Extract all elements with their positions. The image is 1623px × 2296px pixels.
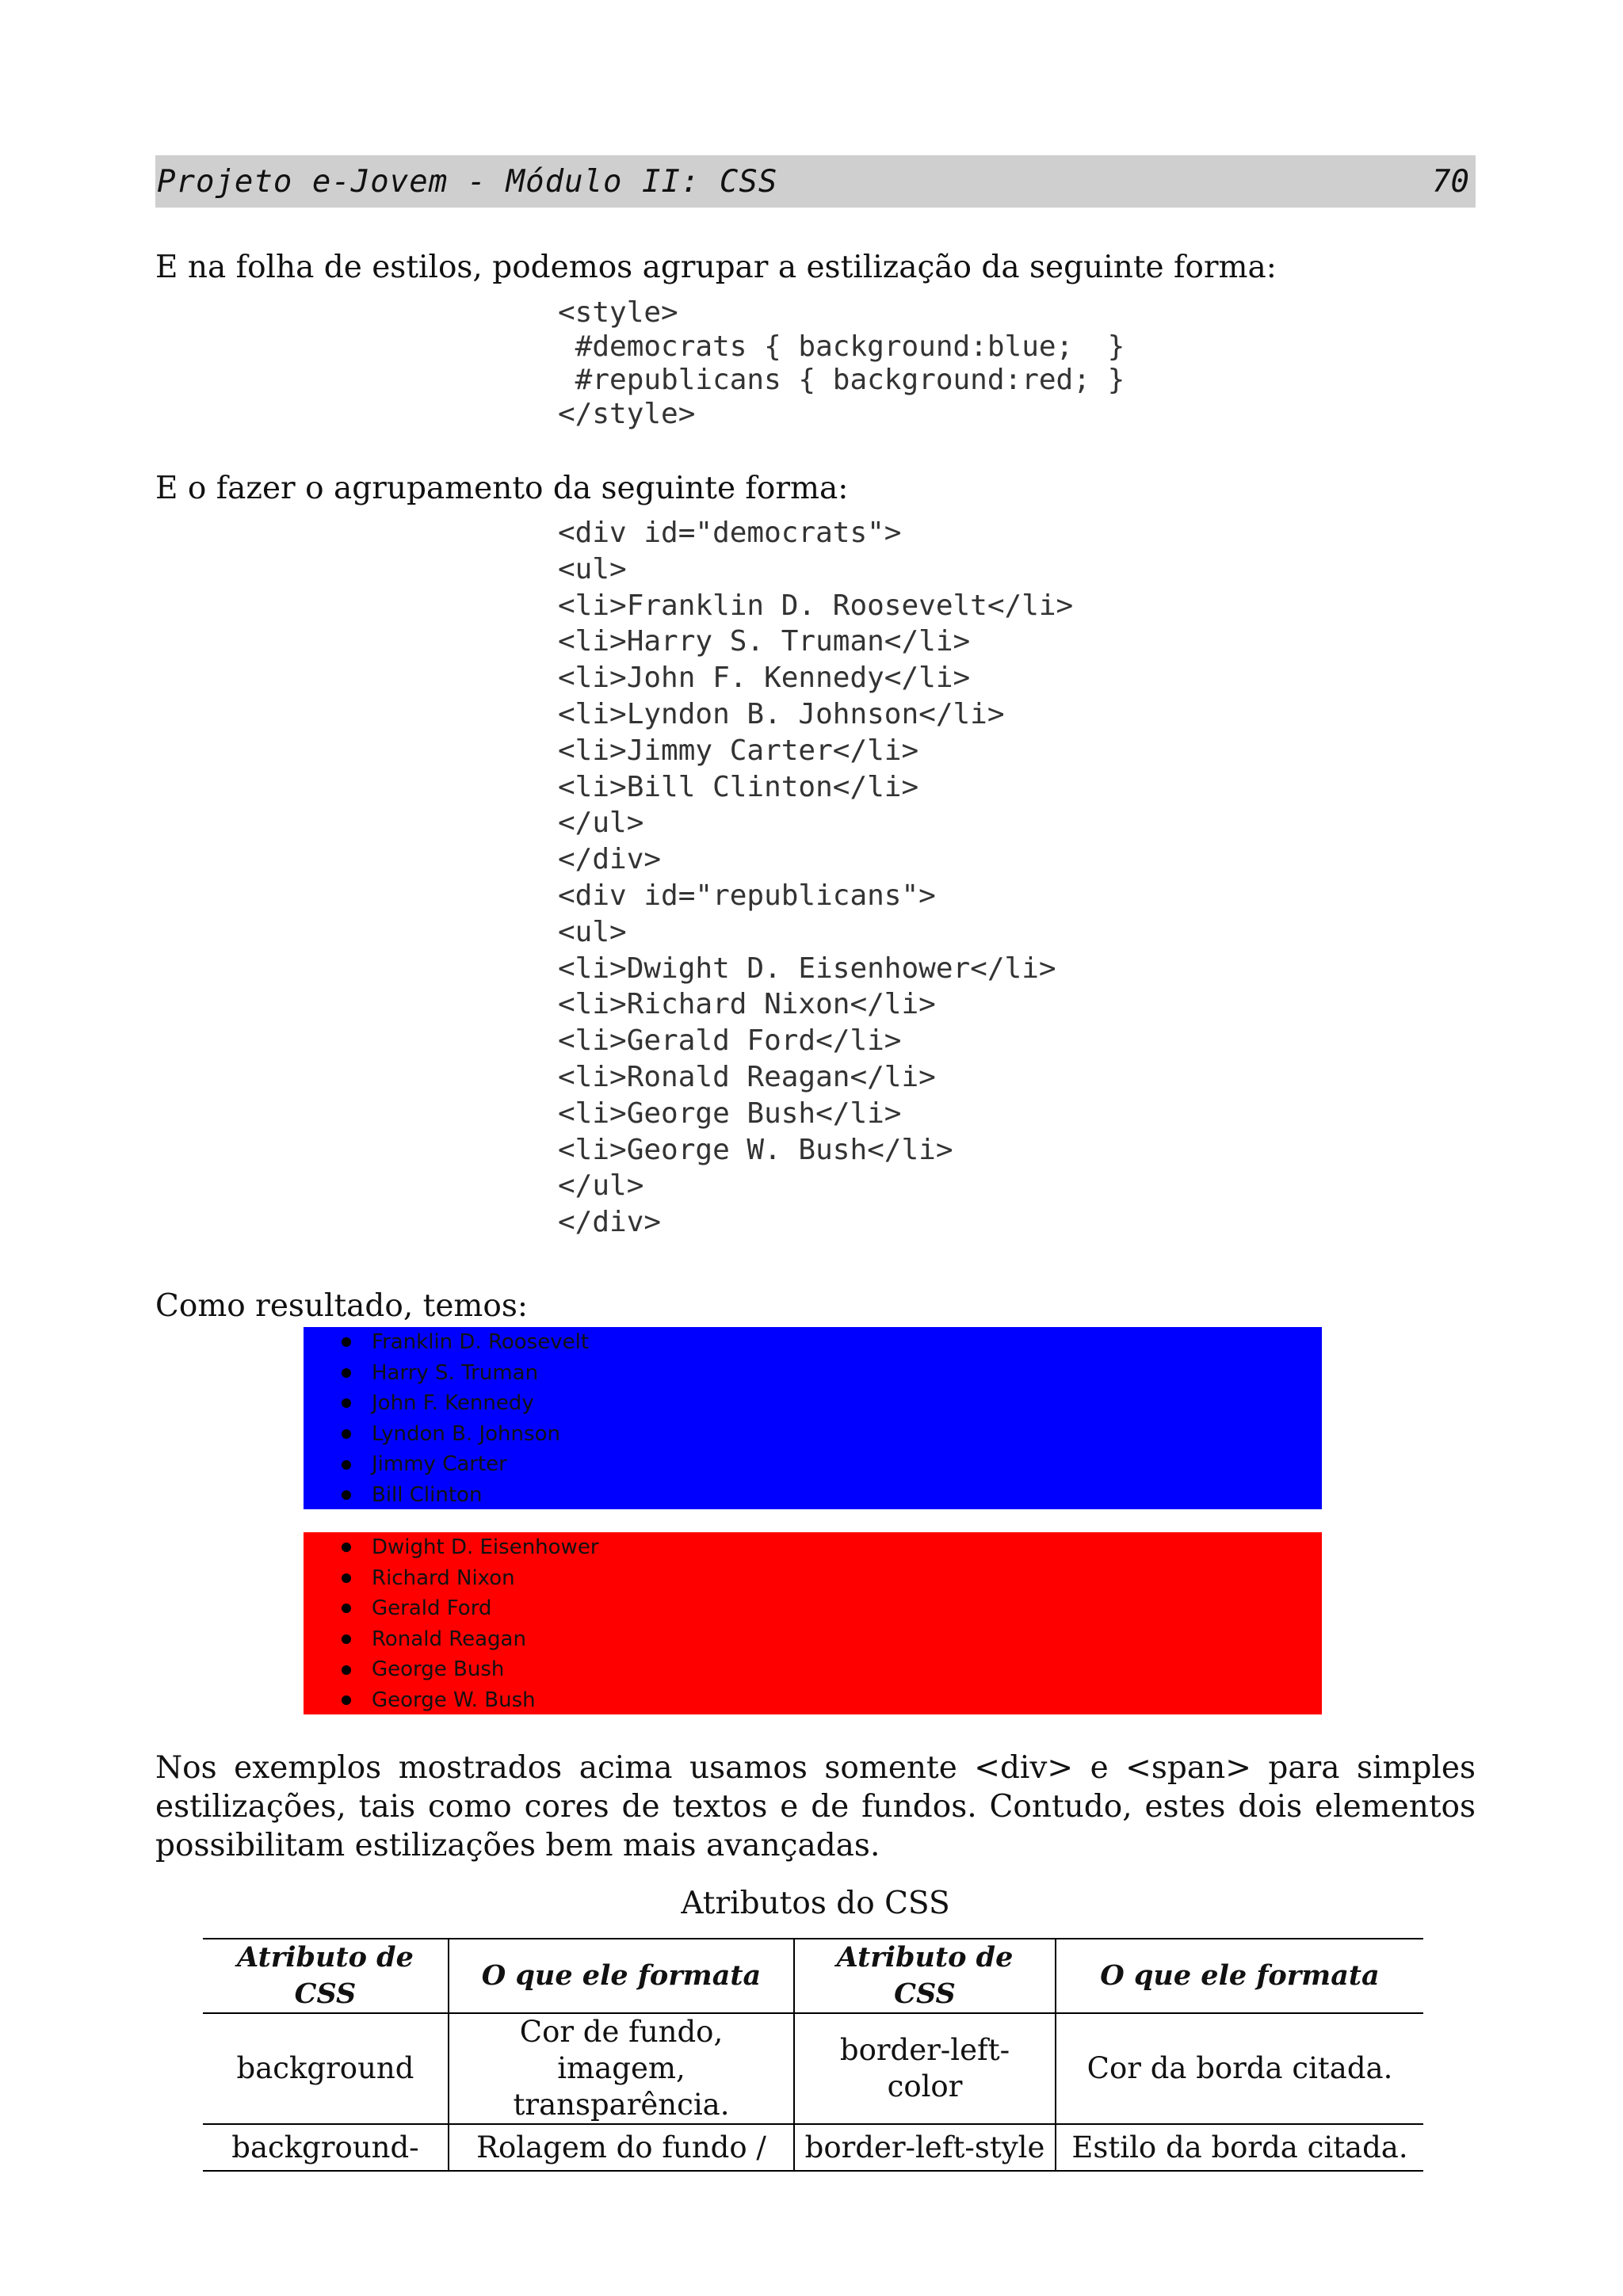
code-line: <li>Dwight D. Eisenhower</li> xyxy=(558,952,1056,985)
column-header: Atributo de CSS xyxy=(794,1939,1056,2013)
table-caption: Atributos do CSS xyxy=(681,1886,950,1921)
paragraph-result: Como resultado, temos: xyxy=(155,1288,529,1324)
column-header: Atributo de CSS xyxy=(237,1941,414,2010)
bullet-icon xyxy=(342,1604,351,1613)
code-line: </div> xyxy=(558,843,662,876)
code-line: </div> xyxy=(558,1206,662,1239)
list-item-label: John F. Kennedy xyxy=(372,1391,534,1416)
list-item-label: Ronald Reagan xyxy=(372,1627,526,1651)
table-cell: Cor de fundo, imagem, transparência. xyxy=(449,2013,794,2124)
list-item xyxy=(342,1480,1322,1511)
bullet-icon xyxy=(342,1337,351,1347)
header-title: Projeto e-Jovem - Módulo II: CSS xyxy=(157,163,778,200)
list-item-label: George Bush xyxy=(372,1657,505,1682)
bullet-icon xyxy=(342,1490,351,1500)
list-item-label: Bill Clinton xyxy=(372,1482,483,1507)
code-line: <li>Harry S. Truman</li> xyxy=(558,625,971,658)
code-line: <div id="republicans"> xyxy=(558,879,936,912)
table-row xyxy=(203,2124,1423,2171)
bullet-icon xyxy=(342,1634,351,1644)
democrats-list xyxy=(304,1327,1322,1511)
list-item xyxy=(342,1388,1322,1419)
code-line: </style> xyxy=(558,397,696,430)
code-line: </ul> xyxy=(558,1169,644,1203)
column-header: O que ele formata xyxy=(449,1939,794,2013)
code-line: <li>George W. Bush</li> xyxy=(558,1133,953,1166)
page-number: 70 xyxy=(1432,163,1469,200)
code-line: <li>Richard Nixon</li> xyxy=(558,988,936,1021)
code-line: <li>Bill Clinton</li> xyxy=(558,770,919,803)
bullet-icon xyxy=(342,1368,351,1378)
paragraph-intro-style: E na folha de estilos, podemos agrupar a estilização da seguinte forma: xyxy=(155,250,1277,285)
column-header: O que ele formata xyxy=(1056,1939,1423,2013)
list-item xyxy=(342,1593,1322,1624)
table-cell: border-left-color xyxy=(794,2013,1056,2124)
list-item-label: Jimmy Carter xyxy=(372,1452,507,1477)
bullet-icon xyxy=(342,1429,351,1439)
code-line: <ul> xyxy=(558,552,627,585)
list-item xyxy=(342,1563,1322,1594)
list-item-label: Dwight D. Eisenhower xyxy=(372,1535,599,1559)
bullet-icon xyxy=(342,1543,351,1552)
list-item-label: Harry S. Truman xyxy=(372,1360,539,1385)
table-header-row xyxy=(203,1939,1423,2013)
table-cell: Cor da borda citada. xyxy=(1056,2013,1423,2124)
bullet-icon xyxy=(342,1695,351,1705)
list-item xyxy=(342,1532,1322,1563)
paragraph-intro-grouping: E o fazer o agrupamento da seguinte forma: xyxy=(155,471,849,506)
table-cell: background xyxy=(236,2051,414,2085)
code-line: <li>John F. Kennedy</li> xyxy=(558,662,971,695)
code-line: <div id="democrats"> xyxy=(558,517,902,549)
html-code-block xyxy=(558,515,1073,1241)
democrats-demo-box xyxy=(304,1327,1322,1509)
republicans-list xyxy=(304,1532,1322,1716)
bullet-icon xyxy=(342,1573,351,1583)
list-item xyxy=(342,1327,1322,1358)
code-line: <li>Franklin D. Roosevelt</li> xyxy=(558,589,1074,622)
code-line: <li>Ronald Reagan</li> xyxy=(558,1060,936,1093)
code-line: <li>Lyndon B. Johnson</li> xyxy=(558,697,1005,730)
code-line: <li>George Bush</li> xyxy=(558,1097,902,1130)
list-item-label: Franklin D. Roosevelt xyxy=(372,1330,590,1354)
table-cell: Rolagem do fundo / xyxy=(449,2124,794,2171)
code-line: #republicans { background:red; } xyxy=(558,364,1125,396)
list-item xyxy=(342,1685,1322,1716)
code-line: </ul> xyxy=(558,807,644,840)
list-item xyxy=(342,1654,1322,1685)
css-attributes-table xyxy=(203,1938,1423,2172)
bullet-icon xyxy=(342,1460,351,1470)
republicans-demo-box xyxy=(304,1532,1322,1714)
code-line: <ul> xyxy=(558,915,627,948)
table-row xyxy=(203,2013,1423,2124)
table-cell: Estilo da borda citada. xyxy=(1056,2124,1423,2171)
style-code-block xyxy=(558,296,1125,431)
code-line: #democrats { background:blue; } xyxy=(558,330,1125,363)
list-item-label: Gerald Ford xyxy=(372,1596,492,1621)
page-header xyxy=(155,155,1476,208)
list-item-label: George W. Bush xyxy=(372,1688,536,1712)
list-item xyxy=(342,1358,1322,1389)
list-item-label: Lyndon B. Johnson xyxy=(372,1421,560,1446)
bullet-icon xyxy=(342,1665,351,1675)
bullet-icon xyxy=(342,1398,351,1408)
paragraph-div-span-note: Nos exemplos mostrados acima usamos somente <div> e <span> para simples estilizações, tais como cores de textos e de fundos. Contudo, estes dois elementos possibilitam estilizações bem mais avançadas. xyxy=(155,1750,1476,1863)
code-line: <li>Jimmy Carter</li> xyxy=(558,734,919,767)
list-item xyxy=(342,1449,1322,1480)
table-cell: background- xyxy=(231,2130,419,2164)
table-cell: border-left-style xyxy=(794,2124,1056,2171)
list-item xyxy=(342,1419,1322,1450)
list-item xyxy=(342,1624,1322,1655)
list-item-label: Richard Nixon xyxy=(372,1566,515,1590)
code-line: <li>Gerald Ford</li> xyxy=(558,1024,902,1058)
code-line: <style> xyxy=(558,296,678,329)
